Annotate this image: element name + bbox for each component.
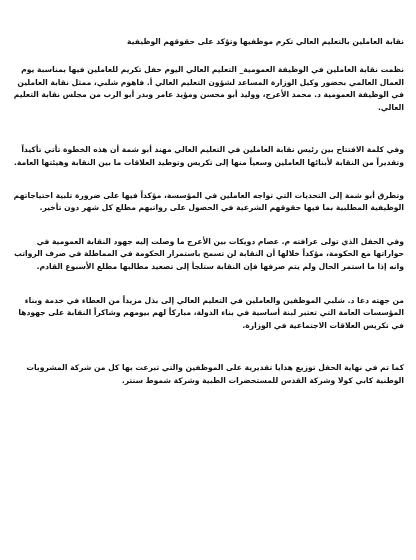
article-paragraph-1: نظمت نقابة العاملين في الوظيفة العمومية_ التعليم العالي اليوم حفل تكريم للعاملين فيها بمناسبة يوم العمال العالمي بحضور وكيل الوزارة المساعد لشؤون التعليم العالي أ. فاهوم شلبي، ممثل نقابة العاملين في الوظيفة العمومية د. محمد الأعرج، ووليد أبو محسن ومؤيد عامر وبدر أبو الرب من مجلس نقابة التعليم العالي. bbox=[13, 65, 404, 112]
article-paragraph-2: وفي كلمة الافتتاح بين رئيس نقابة العاملين في التعليم العالي مهند أبو شمة أن هذه الخطوة تأتي تأكيداً وتقديراً من النقابة لأبنائها العاملين وسعياً منها إلى تكريس وتوطيد العلاقات ما بين النقابة وهيئتها العامة. bbox=[14, 145, 404, 167]
article-paragraph-4: وفي الحفل الذي تولى عرافته م. عصام دويكات بين الأعرج ما وصلت إليه جهود النقابة العمومية في حواراتها مع الحكومة، مؤكداً خلالها أن النقابة لن تسمح باستمرار الحكومة في المماطلة في صرف الرواتب وانه إذا ما استمر الحال ولم يتم صرفها فإن النقابة ستلجأ إلى تصعيد مطالبها مطلع الأسبوع القادم. bbox=[14, 236, 404, 271]
article-paragraph-5: من جهته دعا د. شلبي الموظفين والعاملين في التعليم العالي إلى بذل مزيداً من العطاء في خدمة وبناء المؤسسات العامة التي تعتبر لبنة أساسية في بناء الدولة، مباركاً لهم بيومهم وشاكراً النقابة على جهودها في تكريس العلاقات الاجتماعية في الوزارة. bbox=[18, 295, 404, 330]
article-paragraph-6: كما تم في نهاية الحفل توزيع هدايا تقديرية على الموظفين والتي تبرعت بها كل من شركة المشروبات الوطنية كابي كولا وشركة القدس للمستحضرات الطبية وشركة شموط سنتر. bbox=[26, 363, 404, 385]
article-paragraph-3: وتطرق أبو شمة إلى التحديات التي تواجه العاملين في المؤسسة، مؤكداً فيها على ضرورة تلبية احتياجاتهم الوظيفية المطلبية بما فيها حقوقهم الشرعية في الحصول على رواتبهم مطلع كل شهر دون تأخير. bbox=[13, 190, 404, 213]
article-headline: نقابة العاملين بالتعليم العالي تكرم موظفيها وتؤكد على حقوقهم الوظيفية bbox=[127, 37, 404, 46]
